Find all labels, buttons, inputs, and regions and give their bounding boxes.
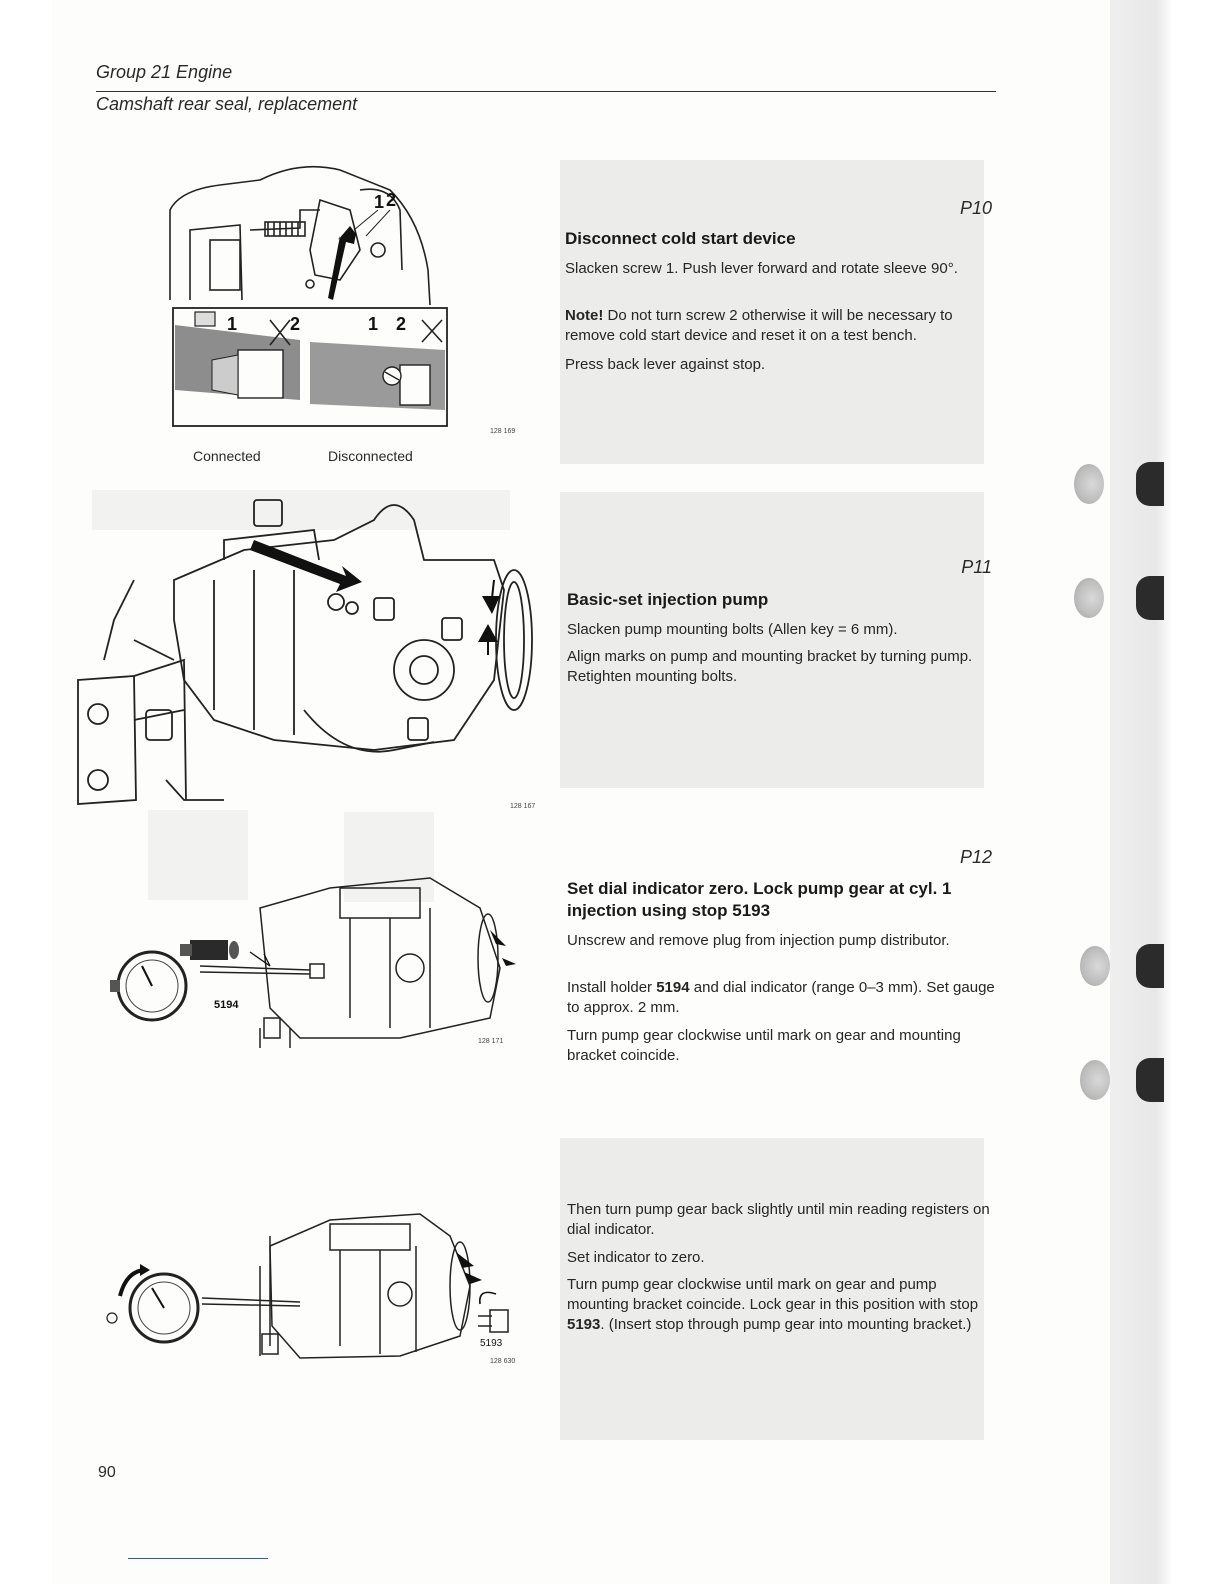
step-paragraph: Slacken pump mounting bolts (Allen key = 6 mm). (567, 621, 898, 638)
step-note (565, 306, 995, 346)
tool-number: 5194 (656, 979, 690, 996)
svg-text:1: 1 (374, 192, 385, 212)
svg-text:1: 1 (368, 314, 379, 334)
page-edge (1110, 0, 1224, 1584)
step-number: P12 (959, 847, 992, 867)
note-label: Note! (565, 307, 604, 324)
text-run: Turn pump gear clockwise until mark on gear and pump mounting bracket coincide. Lock gear in this position with stop (567, 1276, 979, 1313)
step-title: Disconnect cold start device (565, 229, 796, 248)
section-group: Group 21 Engine (96, 62, 233, 82)
svg-text:2: 2 (290, 314, 301, 334)
figure-code: 128 169 (490, 428, 516, 435)
step-title: Basic-set injection pump (567, 590, 769, 609)
step-paragraph: Press back lever against stop. (565, 356, 766, 373)
cold-start-device-figure (150, 150, 450, 432)
index-tab (1136, 1058, 1164, 1102)
injection-pump-figure (74, 480, 538, 810)
page-number: 90 (98, 1464, 116, 1481)
step-paragraph: Turn pump gear clockwise until mark on gear and mounting bracket coincide. (567, 1027, 961, 1064)
step-paragraph (567, 1275, 997, 1335)
note-text: Do not turn screw 2 otherwise it will be necessary to remove cold start device and reset it on a test bench. (565, 307, 953, 344)
figure-code: 128 630 (490, 1358, 516, 1365)
figure-code: 128 171 (478, 1038, 504, 1045)
step-paragraph: Set indicator to zero. (567, 1249, 705, 1266)
svg-text:1: 1 (227, 314, 238, 334)
step-title: Set dial indicator zero. Lock pump gear at cyl. 1 injection using stop 5193 (567, 879, 952, 920)
step-paragraph (567, 978, 997, 1018)
svg-text:2: 2 (386, 190, 397, 210)
binder-hole (1080, 1060, 1110, 1100)
index-tab (1136, 944, 1164, 988)
binder-hole (1080, 946, 1110, 986)
text-run: Install holder (567, 979, 657, 996)
step-paragraph: Slacken screw 1. Push lever forward and rotate sleeve 90°. (565, 260, 958, 277)
index-tab (1136, 462, 1164, 506)
text-run: . (Insert stop through pump gear into mounting bracket.) (600, 1316, 972, 1333)
svg-text:2: 2 (396, 314, 407, 334)
binder-hole (1074, 578, 1104, 618)
dial-indicator-figure (100, 868, 520, 1048)
figure-caption: Connected (193, 448, 261, 464)
text-run: and dial indicator (range 0–3 mm). Set gauge to approx. 2 mm. (567, 979, 995, 1016)
tool-number: 5193 (567, 1316, 601, 1333)
footer-rule (128, 1558, 268, 1559)
figure-code: 128 167 (510, 803, 536, 810)
step-paragraph: Align marks on pump and mounting bracket by turning pump. Retighten mounting bolts. (567, 648, 973, 685)
step-number: P10 (959, 198, 992, 218)
step-paragraph: Unscrew and remove plug from injection pump distributor. (567, 932, 950, 949)
scan-margin (0, 0, 52, 1584)
binder-hole (1074, 464, 1104, 504)
stop-tool-figure (100, 1206, 520, 1366)
step-paragraph: Then turn pump gear back slightly until min reading registers on dial indicator. (567, 1201, 990, 1238)
header-rule (96, 91, 996, 92)
tool-label: 5193 (480, 1338, 503, 1349)
index-tab (1136, 576, 1164, 620)
tool-label: 5194 (214, 999, 239, 1011)
figure-caption: Disconnected (328, 448, 413, 464)
shaded-panel (560, 492, 984, 788)
page-title: Camshaft rear seal, replacement (96, 94, 358, 114)
step-number: P11 (961, 557, 992, 577)
